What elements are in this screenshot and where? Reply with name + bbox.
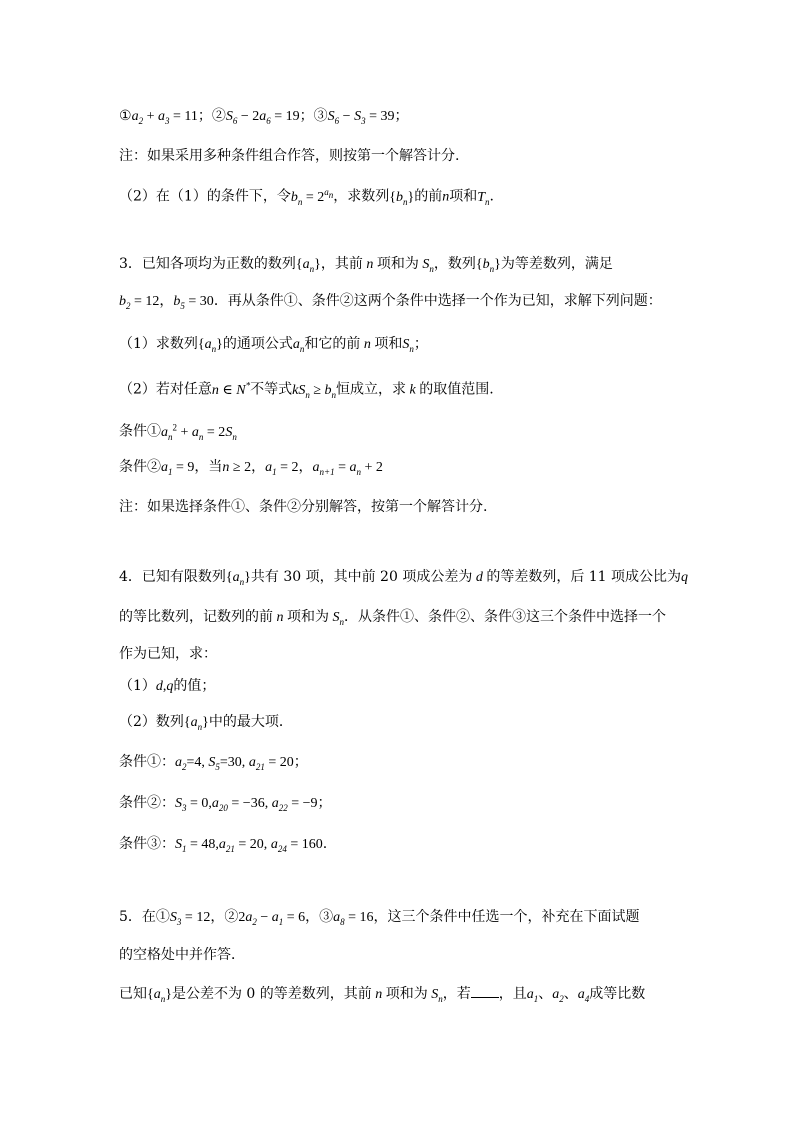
text: 3．已知各项均为正数的数列 (119, 256, 296, 272)
text: ； (413, 336, 428, 352)
text: 的等比数列，记数列的前 (119, 609, 273, 625)
formula-b5: $b_5 = 30$ (173, 294, 214, 311)
q3-line4 (119, 375, 494, 404)
var-a1: $a_1$ (526, 987, 539, 1004)
q4-line5 (119, 712, 293, 737)
text: 项和为 (376, 256, 419, 272)
text: 条件③： (119, 836, 175, 852)
text: ， (298, 459, 313, 475)
text: 、 (563, 986, 578, 1002)
var-n: n (371, 987, 386, 1002)
formula-s6-2a6: $S_6 - 2a_6 = 19$ (225, 109, 300, 126)
q5-line3 (119, 984, 645, 1009)
formula-ksn: $kS_n \ge b_n$ (292, 382, 337, 400)
formula-an-seq: $\{a_n\}$ (295, 257, 321, 274)
text: ．从条件①、条件②、条件③这三个条件中选择一个 (344, 609, 666, 625)
formula-cond2: $S_3 = 0,a_{20} = -36$, $a_{22} = -9$ (175, 796, 318, 813)
text: （2）在（1）的条件下，令 (119, 188, 291, 205)
text: ，③ (305, 909, 334, 925)
text: 为等差数列，满足 (500, 256, 613, 272)
condition-line (119, 106, 408, 131)
formula-an-seq: $\{a_n\}$ (183, 715, 209, 732)
var-sn: $S_n$ (402, 337, 414, 354)
text: 条件①： (119, 754, 175, 770)
q4-line1 (119, 567, 688, 592)
circled-one: ① (119, 108, 132, 124)
note-line: 注：如果采用多种条件组合作答，则按第一个解答计分. (119, 148, 460, 164)
var-an: $a_n$ (292, 337, 305, 354)
text: ，当 (194, 459, 223, 475)
text: 项和为 (287, 609, 329, 625)
formula-dq: d,q (155, 679, 174, 694)
var-d: d (472, 570, 487, 585)
formula-cond1: $a_2=4$, $S_5=30$, $a_{21} = 20$ (175, 755, 294, 772)
q4-line4 (119, 676, 215, 697)
formula-cond3: $S_1 = 48,a_{21} = 20$, $a_{24} = 160$ (175, 837, 323, 854)
var-sn: $S_n$ (427, 987, 443, 1004)
q3-line1 (119, 254, 613, 279)
text: . (489, 188, 494, 205)
text: ，② (210, 909, 239, 925)
q5-line1 (119, 907, 640, 932)
formula-s6-s3: $S_6 - S_3 = 39$ (327, 109, 395, 126)
q5-line2: 的空格处中并作答． (119, 947, 245, 963)
q4-cond1 (119, 752, 308, 777)
formula-a1-2: $a_1 = 2$ (265, 460, 299, 477)
var-a2: $a_2$ (552, 987, 564, 1004)
text: 项和 (374, 336, 403, 352)
text: 项和 (449, 188, 478, 205)
text: 项和为 (385, 986, 428, 1002)
formula-an-seq: $\{a_n\}$ (147, 987, 172, 1004)
q3-note: 注：如果选择条件①、条件②分别解答，按第一个解答计分. (119, 499, 488, 515)
q3-cond2 (119, 457, 383, 482)
formula-recur: $a_{n+1} = a_n + 2$ (312, 460, 383, 477)
text: ，这三个条件中任选一个，补充在下面试题 (373, 909, 640, 925)
text: 5．在① (119, 909, 170, 925)
q4-line3: 作为已知，求： (119, 646, 217, 662)
text: ， (251, 459, 266, 475)
text: 的通项公式 (222, 336, 293, 352)
text: 中的最大项． (208, 714, 293, 730)
var-sn: $S_n$ (329, 610, 344, 627)
text: 是公差不为 0 的等差数列，其前 (171, 986, 372, 1002)
formula-seq-bn: $\{b_n\}$ (389, 189, 415, 207)
var-n: n (442, 189, 450, 205)
formula-a8: $a_8 = 16$ (333, 910, 374, 927)
text: （1）求数列 (119, 336, 198, 352)
formula-n-ge-2: n ≥ 2 (222, 460, 252, 475)
text: ， (159, 293, 174, 309)
text: 的前 (414, 188, 443, 205)
subquestion-2 (119, 182, 494, 211)
var-tn: $T_n$ (477, 189, 490, 207)
formula-b2: $b_2 = 12$ (119, 294, 160, 311)
q3-line2 (119, 291, 662, 316)
var-n: n (360, 337, 375, 352)
text: （2）若对任意 (119, 381, 212, 398)
text: . (322, 836, 328, 852)
formula-an-seq: $\{a_n\}$ (197, 337, 223, 354)
text: 条件① (119, 423, 161, 440)
answer-blank (471, 985, 499, 998)
var-q: q (681, 570, 689, 585)
text: 4．已知有限数列 (119, 569, 226, 585)
text: （2）数列 (119, 714, 184, 730)
var-sn: $S_n$ (418, 257, 434, 274)
text: 、 (538, 986, 553, 1002)
text: 条件②： (119, 795, 175, 811)
text: 恒成立，求 (336, 381, 407, 398)
text: （1） (119, 678, 156, 694)
sep-text: ； (394, 108, 409, 124)
text: 已知 (119, 986, 147, 1002)
text: ； (293, 754, 308, 770)
text: 共有 30 项，其中前 20 项成公差为 (250, 569, 473, 585)
text: 成等比数 (589, 986, 646, 1002)
text: ，求数列 (333, 188, 390, 205)
var-a4: $a_4$ (577, 987, 590, 1004)
sep-text: ；② (197, 108, 226, 124)
formula-2a2: $2a_2 - a_1 = 6$ (238, 910, 306, 927)
var-n: n (273, 610, 287, 625)
text: 的取值范围. (419, 381, 494, 398)
q3-cond1 (119, 417, 237, 446)
var-k: k (406, 382, 420, 398)
text: ，数列 (433, 256, 476, 272)
text: 不等式 (250, 381, 293, 398)
text: 和它的前 (304, 336, 361, 352)
formula-bn: $b_n = 2^{a_n}$ (290, 187, 334, 207)
text: ．再从条件①、条件②这两个条件中选择一个作为已知，求解下列问题： (213, 293, 662, 309)
var-n: n (362, 257, 377, 272)
q4-cond2 (119, 793, 332, 818)
q4-line2 (119, 607, 666, 632)
text: ； (317, 795, 332, 811)
formula-an-seq: $\{a_n\}$ (225, 570, 251, 587)
formula-n-in-N: n ∈ N* (211, 380, 251, 398)
text: 的等差数列，后 11 项成公比为 (486, 569, 682, 585)
formula-cond1: $a_n^2 + a_n = 2S_n$ (161, 422, 237, 442)
text: ，其前 (320, 256, 363, 272)
formula-a1: $a_1 = 9$ (161, 460, 195, 477)
sep-text: ；③ (299, 108, 328, 124)
formula-bn-seq: $\{b_n\}$ (475, 257, 501, 274)
q3-line3 (119, 334, 428, 359)
text: 的值； (173, 678, 216, 694)
formula-a2-a3: $a_2 + a_3 = 11$ (131, 109, 198, 126)
text: ，若 (442, 986, 471, 1002)
text: 条件② (119, 459, 161, 475)
q4-cond3 (119, 834, 327, 859)
formula-s3: $S_3 = 12$ (169, 910, 211, 927)
text: ，且 (498, 986, 527, 1002)
